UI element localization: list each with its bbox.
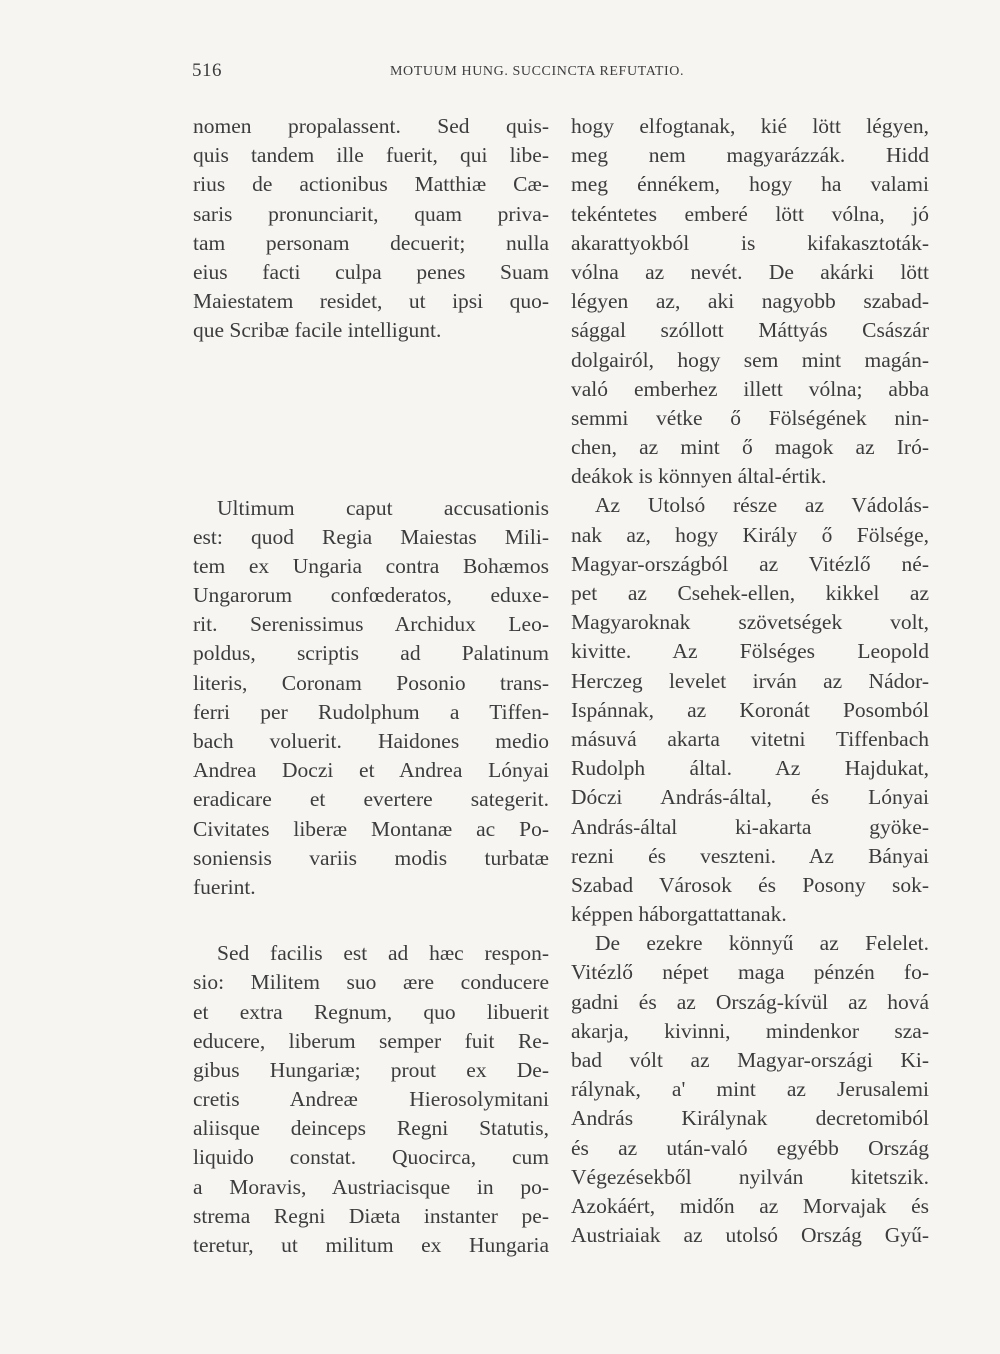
text-line: Azokáért, midőn az Morvajak és xyxy=(571,1193,929,1218)
latin-paragraph-2 xyxy=(193,494,549,903)
text-line: bad vólt az Magyar-országi Ki- xyxy=(571,1048,929,1072)
text-line: chen, az mint ő magok az Iró- xyxy=(571,435,929,460)
text-line: Ultimum caput accusationis xyxy=(217,495,549,520)
text-line: Rudolph által. Az Hajdukat, xyxy=(571,756,929,781)
text-line: deákok is könnyen által-értik. xyxy=(571,464,827,489)
text-line: rit. Serenissimus Archidux Leo- xyxy=(193,612,549,637)
text-line: Szabad Városok és Posony sok- xyxy=(571,872,929,897)
text-line: meg énnékem, hogy ha valami xyxy=(571,172,929,197)
text-line: Austriaiak az utolsó Ország Gyű- xyxy=(571,1223,929,1248)
text-line: strema Regni Diæta instanter pe- xyxy=(193,1203,549,1228)
text-line: que Scribæ facile intelligunt. xyxy=(193,318,442,343)
text-line: Andrea Doczi et Andrea Lónyai xyxy=(193,758,549,783)
text-line: educere, liberum semper fuit Re- xyxy=(193,1028,549,1053)
text-line: dolgairól, hogy sem mint magán- xyxy=(571,347,929,372)
text-line: akarja, kivinni, mindenkor sza- xyxy=(571,1018,929,1043)
latin-paragraph-1 xyxy=(193,112,549,346)
text-line: saris pronunciarit, quam priva- xyxy=(193,201,549,226)
hungarian-paragraph-3 xyxy=(571,929,929,1250)
text-line: Maiestatem residet, ut ipsi quo- xyxy=(193,289,549,314)
text-line: és az után-való egyébb Ország xyxy=(571,1135,929,1160)
text-line: légyen az, aki nagyobb szabad- xyxy=(571,289,929,314)
text-line: eradicare et evertere sategerit. xyxy=(193,787,549,812)
text-line: et extra Regnum, quo libuerit xyxy=(193,999,549,1024)
text-line: rezni és veszteni. Az Bányai xyxy=(571,843,929,868)
text-line: cretis Andreæ Hierosolymitani xyxy=(193,1087,549,1112)
text-line: Sed facilis est ad hæc respon- xyxy=(217,941,549,966)
text-line: poldus, scriptis ad Palatinum xyxy=(193,641,549,666)
text-line: semmi vétke ő Fölségének nin- xyxy=(571,405,929,430)
paragraph-gap xyxy=(193,346,549,494)
text-line: fuerint. xyxy=(193,874,256,899)
text-line: Herczeg levelet irván az Nádor- xyxy=(571,668,929,693)
text-line: tam personam decuerit; nulla xyxy=(193,230,549,255)
text-line: Ungarorum confœderatos, eduxe- xyxy=(193,583,549,608)
text-line: Magyar-országból az Vitézlő né- xyxy=(571,551,929,576)
text-line: sio: Militem suo ære conducere xyxy=(193,970,549,995)
hungarian-column xyxy=(571,112,929,1250)
text-line: tem ex Ungaria contra Bohæmos xyxy=(193,553,549,578)
text-line: rálynak, a' mint az Jerusalemi xyxy=(571,1077,929,1102)
text-line: gadni és az Ország-kívül az hová xyxy=(571,989,929,1014)
text-line: tekéntetes emberé lött vólna, jó xyxy=(571,201,929,226)
text-line: Az Utolsó része az Vádolás- xyxy=(595,493,929,518)
text-line: kivitte. Az Fölséges Leopold xyxy=(571,639,929,664)
text-line: András Királynak decretomiból xyxy=(571,1106,929,1131)
text-line: Dóczi András-által, és Lónyai xyxy=(571,785,929,810)
latin-paragraph-3 xyxy=(193,939,549,1260)
text-line: való emberhez illett vólna; abba xyxy=(571,376,929,401)
text-line: literis, Coronam Posonio trans- xyxy=(193,670,549,695)
text-line: nak az, hogy Király ő Fölsége, xyxy=(571,522,929,547)
text-line: soniensis variis modis turbatæ xyxy=(193,845,549,870)
text-line: másuvá akarta vitetni Tiffenbach xyxy=(571,726,929,751)
text-line: liquido constat. Quocirca, cum xyxy=(193,1145,549,1170)
text-line: Civitates liberæ Montanæ ac Po- xyxy=(193,816,549,841)
text-line: bach voluerit. Haidones medio xyxy=(193,729,549,753)
running-head: MOTUUM HUNG. SUCCINCTA REFUTATIO. xyxy=(390,64,685,79)
text-line: ferri per Rudolphum a Tiffen- xyxy=(193,699,549,724)
paragraph-gap xyxy=(193,902,549,939)
text-line: eius facti culpa penes Suam xyxy=(193,259,549,284)
text-line: Ispánnak, az Koronát Posomból xyxy=(571,697,929,722)
text-line: aliisque deinceps Regni Statutis, xyxy=(193,1116,549,1141)
text-line: a Moravis, Austriacisque in po- xyxy=(193,1174,549,1199)
text-line: vólna az nevét. De akárki lött xyxy=(571,259,929,284)
latin-column xyxy=(193,112,549,1260)
hungarian-paragraph-1 xyxy=(571,112,929,491)
text-line: est: quod Regia Maiestas Mili- xyxy=(193,524,549,549)
text-line: quis tandem ille fuerit, qui libe- xyxy=(193,143,549,168)
hungarian-paragraph-2 xyxy=(571,491,929,929)
text-line: nomen propalassent. Sed quis- xyxy=(193,114,549,138)
text-line: Vitézlő népet maga pénzén fo- xyxy=(571,960,929,985)
text-line: Magyaroknak szövetségek volt, xyxy=(571,610,929,635)
text-line: rius de actionibus Matthiæ Cæ- xyxy=(193,172,549,197)
text-line: akarattyokból is kifakasztoták- xyxy=(571,230,929,255)
text-line: De ezekre könnyű az Felelet. xyxy=(595,931,929,956)
text-line: pet az Csehek-ellen, kikkel az xyxy=(571,581,929,605)
text-line: gibus Hungariæ; prout ex De- xyxy=(193,1057,549,1082)
text-line: hogy elfogtanak, kié lött légyen, xyxy=(571,114,929,138)
text-line: teretur, ut militum ex Hungaria xyxy=(193,1233,549,1257)
text-line: meg nem magyarázzák. Hidd xyxy=(571,143,929,168)
text-line: sággal szóllott Máttyás Császár xyxy=(571,318,929,343)
text-line: András-által ki-akarta gyöke- xyxy=(571,814,929,839)
text-line: képpen háborgattattanak. xyxy=(571,902,787,927)
text-line: Végezésekből nyilván kitetszik. xyxy=(571,1164,929,1189)
page-number: 516 xyxy=(192,60,222,81)
